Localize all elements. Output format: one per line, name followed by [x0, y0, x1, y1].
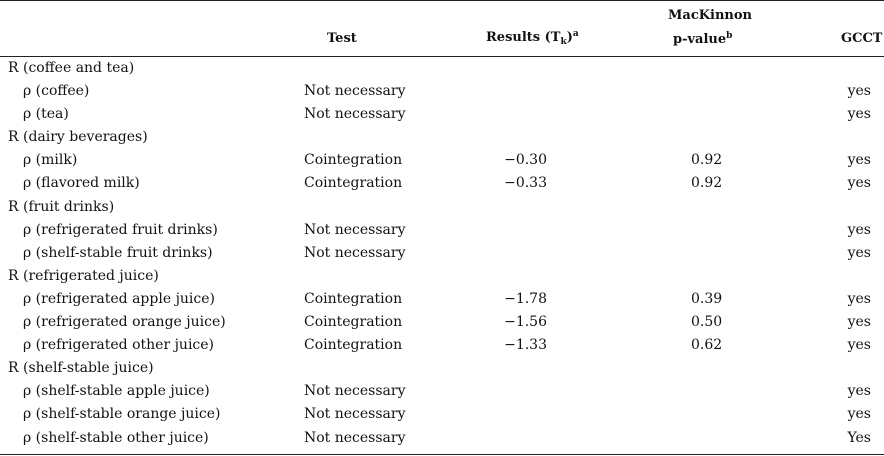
table-group-row — [0, 265, 884, 288]
table-row — [0, 149, 884, 172]
row-label: ρ (shelf-stable apple juice) — [23, 383, 210, 400]
test-cell: Not necessary — [304, 383, 406, 400]
gcct-cell: yes — [847, 106, 871, 123]
table-group-row — [0, 357, 884, 380]
table-row — [0, 288, 884, 311]
test-cell: Not necessary — [304, 106, 406, 123]
row-label: ρ (flavored milk) — [23, 175, 140, 192]
row-label: ρ (refrigerated other juice) — [23, 337, 215, 354]
test-cell: Cointegration — [304, 337, 403, 354]
row-label: ρ (shelf-stable orange juice) — [23, 406, 221, 423]
header-pvalue — [673, 31, 732, 47]
table-row — [0, 427, 884, 450]
table-group-row — [0, 126, 884, 149]
row-label: ρ (shelf-stable fruit drinks) — [23, 244, 213, 261]
row-label: ρ (refrigerated orange juice) — [23, 314, 226, 331]
table-row — [0, 311, 884, 334]
result-cell: −0.33 — [504, 175, 547, 192]
result-cell: −1.78 — [504, 290, 547, 307]
pvalue-cell: 0.62 — [691, 337, 723, 354]
row-label: R (refrigerated juice) — [8, 267, 159, 284]
table-row — [0, 334, 884, 357]
gcct-cell: yes — [847, 244, 871, 261]
table-bottom-rule — [0, 454, 884, 455]
header-pvalue-footnote: b — [726, 31, 733, 41]
test-cell: Cointegration — [304, 314, 403, 331]
gcct-cell: yes — [847, 83, 871, 100]
gcct-cell: yes — [847, 221, 871, 238]
table-body — [0, 57, 884, 450]
gcct-cell: yes — [847, 406, 871, 423]
test-cell: Not necessary — [304, 83, 406, 100]
row-label: ρ (milk) — [23, 152, 78, 169]
header-pvalue-text: p-value — [673, 32, 727, 47]
row-label: ρ (coffee) — [23, 83, 90, 100]
gcct-cell: yes — [847, 314, 871, 331]
header-results-close: ) — [566, 30, 573, 45]
row-label: R (shelf-stable juice) — [8, 360, 154, 377]
test-cell: Not necessary — [304, 406, 406, 423]
row-label: ρ (shelf-stable other juice) — [23, 429, 209, 446]
result-cell: −0.30 — [504, 152, 547, 169]
result-cell: −1.56 — [504, 314, 547, 331]
header-results — [486, 29, 579, 47]
header-gcct: GCCT — [841, 31, 883, 46]
gcct-cell: Yes — [847, 429, 871, 446]
test-cell: Not necessary — [304, 221, 406, 238]
test-cell: Not necessary — [304, 429, 406, 446]
table-row — [0, 242, 884, 265]
gcct-cell: yes — [847, 337, 871, 354]
pvalue-cell: 0.92 — [691, 175, 723, 192]
table-row — [0, 219, 884, 242]
test-cell: Not necessary — [304, 244, 406, 261]
gcct-cell: yes — [847, 290, 871, 307]
row-label: ρ (refrigerated apple juice) — [23, 290, 215, 307]
gcct-cell: yes — [847, 175, 871, 192]
header-results-text: Results (T — [486, 30, 561, 45]
table-row — [0, 103, 884, 126]
table-row — [0, 380, 884, 403]
row-label: R (coffee and tea) — [8, 60, 135, 76]
row-label: R (fruit drinks) — [8, 198, 115, 215]
pvalue-cell: 0.39 — [691, 290, 723, 307]
table-top-rule — [0, 0, 884, 1]
pvalue-cell: 0.50 — [691, 314, 723, 331]
row-label: R (dairy beverages) — [8, 129, 148, 146]
gcct-cell: yes — [847, 383, 871, 400]
header-test: Test — [327, 31, 357, 46]
row-label: ρ (tea) — [23, 106, 69, 123]
table-group-row — [0, 196, 884, 219]
test-cell: Cointegration — [304, 175, 403, 192]
result-cell: −1.33 — [504, 337, 547, 354]
test-cell: Cointegration — [304, 290, 403, 307]
header-results-footnote: a — [572, 29, 579, 39]
table-row — [0, 403, 884, 426]
table-group-row — [0, 57, 884, 80]
header-mackinnon: MacKinnon — [668, 8, 752, 23]
table-row — [0, 172, 884, 195]
header-results-subscript: k — [560, 37, 567, 47]
table-row — [0, 80, 884, 103]
test-cell: Cointegration — [304, 152, 403, 169]
gcct-cell: yes — [847, 152, 871, 169]
pvalue-cell: 0.92 — [691, 152, 723, 169]
row-label: ρ (refrigerated fruit drinks) — [23, 221, 218, 238]
